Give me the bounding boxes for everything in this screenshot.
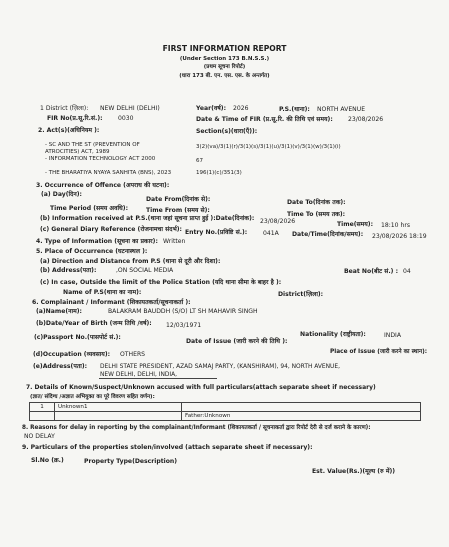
occurrence-day-label: (a) Day(दिन): [41, 191, 82, 198]
section-item: 67 [196, 158, 203, 164]
complainant-address-line2: NEW DELHI, DELHI, INDIA, [100, 372, 178, 378]
table-row [30, 412, 421, 421]
report-subtitle-hindi: (प्रथम सूचना रिपोर्ट) [203, 64, 246, 70]
complainant-name-label: (a)Name(नाम): [36, 308, 82, 315]
police-station-label: P.S.(थाना): [279, 106, 310, 113]
fir-number-value: 0030 [118, 115, 134, 122]
beat-number-label: Beat No(बीट सं.) : [344, 268, 399, 275]
complainant-address-line1: DELHI STATE PRESIDENT, AZAD SAMAJ PARTY, (KANSHIRAM), 94, NORTH AVENUE, [100, 364, 340, 370]
date-to-label: Date To(दिनांक तक): [287, 199, 346, 206]
accused-name [55, 412, 182, 421]
acts-label: 2. Act(s)(अधिनियम ): [38, 127, 100, 134]
info-type-label: 4. Type of Information (सूचना का प्रकार): [36, 238, 158, 245]
accused-heading: 7. Details of Known/Suspect/Unknown accused with full particulars(attach separate sheet if necessary) [26, 384, 376, 391]
section-item: 3(2)(va)/3(1)(r)/3(1)(s)/3(1)(u)/3(1)(v)/3(1)(w)/3(1)(i) [196, 144, 341, 150]
info-received-time-label: Time(समय): [337, 221, 374, 228]
table-row [30, 403, 421, 412]
fir-date-label: Date & Time of FIR (प्र.सू.रि. की तिथि एवं समय): [196, 116, 333, 123]
delay-heading: 8. Reasons for delay in reporting by the complainant/Informant (शिकायतकर्ता / सूचनाकर्ता द्वारा रिपोर्ट देरी से दर्ज कराने के कारण): [22, 425, 371, 431]
passport-issue-place-label: Place of Issue (जारी करने का स्थान): [330, 349, 428, 355]
address-underline [99, 378, 217, 379]
time-from-label: Time From (समय से): [146, 207, 210, 214]
accused-father [182, 403, 421, 412]
passport-issue-date-label: Date of Issue (जारी करने की तिथि ): [186, 338, 288, 345]
complainant-dob-label: (b)Date/Year of Birth (जन्म तिथि /वर्ष): [36, 320, 152, 327]
date-from-label: Date From(दिनांक से): [146, 196, 211, 203]
accused-father: Father:Unknown [182, 412, 421, 421]
entry-number-label: Entry No.(प्रविष्टि सं.): [185, 229, 248, 236]
time-to-label: Time To (समय तक): [287, 211, 346, 218]
beat-number-value: 04 [403, 268, 411, 275]
gd-datetime-label: Date/Time(दिनांक/समय): [292, 231, 364, 238]
fir-number-label: FIR No(प्र.सू.रि.सं.): [47, 115, 103, 122]
delay-value: NO DELAY [24, 433, 55, 440]
gd-datetime-value: 23/08/2026 18:19 [372, 233, 427, 240]
complainant-address-label: (e)Address(पता): [33, 363, 88, 370]
district-value: NEW DELHI (DELHI) [100, 105, 160, 112]
nationality-value: INDIA [384, 332, 402, 339]
accused-serial: 1 [30, 403, 55, 412]
property-heading: 9. Particulars of the properties stolen/involved (attach separate sheet if necessary): [22, 444, 313, 451]
complainant-name-value: BALAKRAM BAUDDH (S/O) LT SH MAHAVIR SINGH [108, 308, 258, 315]
accused-heading-hindi: (ज्ञात/ संदिग्ध /अज्ञात अभियुक्त का पूरे विवरण सहित वर्णन): [30, 394, 155, 400]
year-label: Year(वर्ष): [196, 105, 227, 112]
outside-ps-name-label: Name of P.S(थाना का नाम): [63, 289, 142, 296]
accused-table [29, 402, 421, 421]
outside-limit-label: (c) In case, Outside the limit of the Police Station (यदि थाना सीमा के बाहर है ): [40, 279, 282, 286]
info-type-value: Written [163, 238, 186, 245]
occupation-label: (d)Occupation (व्यवसाय): [33, 351, 111, 358]
act-item: - THE BHARATIYA NYAYA SANHITA (BNS), 2023 [45, 170, 172, 176]
accused-serial [30, 412, 55, 421]
complainant-heading: 6. Complainant / Informant (शिकायतकर्ता/सूचनाकर्ता ): [32, 299, 191, 306]
time-period-label: Time Period (समय अवधि): [50, 205, 129, 212]
act-item: - INFORMATION TECHNOLOGY ACT 2000 [45, 156, 156, 162]
report-subtitle-section-hindi: (धारा 173 बी. एन. एस. एस. के अन्तर्गत) [179, 73, 270, 79]
section-item: 196(1)(c)/351(3) [196, 170, 242, 176]
entry-number-value: 041A [263, 230, 279, 237]
place-address-label: (b) Address(पता): [40, 267, 97, 274]
general-diary-label: (c) General Diary Reference (रोजनामचा संदर्भ): [40, 226, 182, 233]
sections-label: Section(s)(धारा(एँ)): [196, 128, 258, 135]
occurrence-heading: 3. Occurrence of Offence (अपराध की घटना): [36, 182, 170, 189]
info-received-time: 18:10 hrs [381, 222, 411, 229]
act-item: ATROCITIES) ACT, 1989 [45, 149, 110, 155]
complainant-dob-value: 12/03/1971 [166, 322, 202, 329]
report-title: FIRST INFORMATION REPORT [162, 44, 287, 53]
info-received-date: 23/08/2026 [260, 218, 296, 225]
passport-label: (c)Passport No.(पासपोर्ट सं.): [34, 334, 121, 341]
info-received-label: (b) Information received at P.S.(थाना जहां सूचना प्राप्त हुई ):Date(दिनांक): [40, 215, 255, 222]
police-station-value: NORTH AVENUE [317, 106, 366, 113]
act-item: - SC AND THE ST (PREVENTION OF [45, 142, 140, 148]
place-heading: 5. Place of Occurrence (घटनास्थल ): [36, 248, 148, 255]
district-label: 1 District (ज़िला): [40, 105, 89, 112]
direction-distance-label: (a) Direction and Distance from P.S (थाना से दूरी और दिशा): [40, 258, 221, 265]
property-value-label: Est. Value(Rs.)(मूल्य (रु में)) [312, 468, 396, 475]
report-subtitle-section: (Under Section 173 B.N.S.S.) [179, 56, 270, 62]
property-type-label: Property Type(Description) [84, 458, 178, 465]
property-serial-label: Sl.No (क्र.) [31, 457, 64, 464]
year-value: 2026 [233, 105, 249, 112]
place-address-value: ,ON SOCIAL MEDIA [116, 267, 174, 274]
accused-name: Unknown1 [55, 403, 182, 412]
outside-district-label: District(ज़िला): [278, 291, 324, 298]
nationality-label: Nationality (राष्ट्रीयता): [300, 331, 366, 338]
occupation-value: OTHERS [120, 351, 146, 358]
fir-date-value: 23/08/2026 [348, 116, 384, 123]
